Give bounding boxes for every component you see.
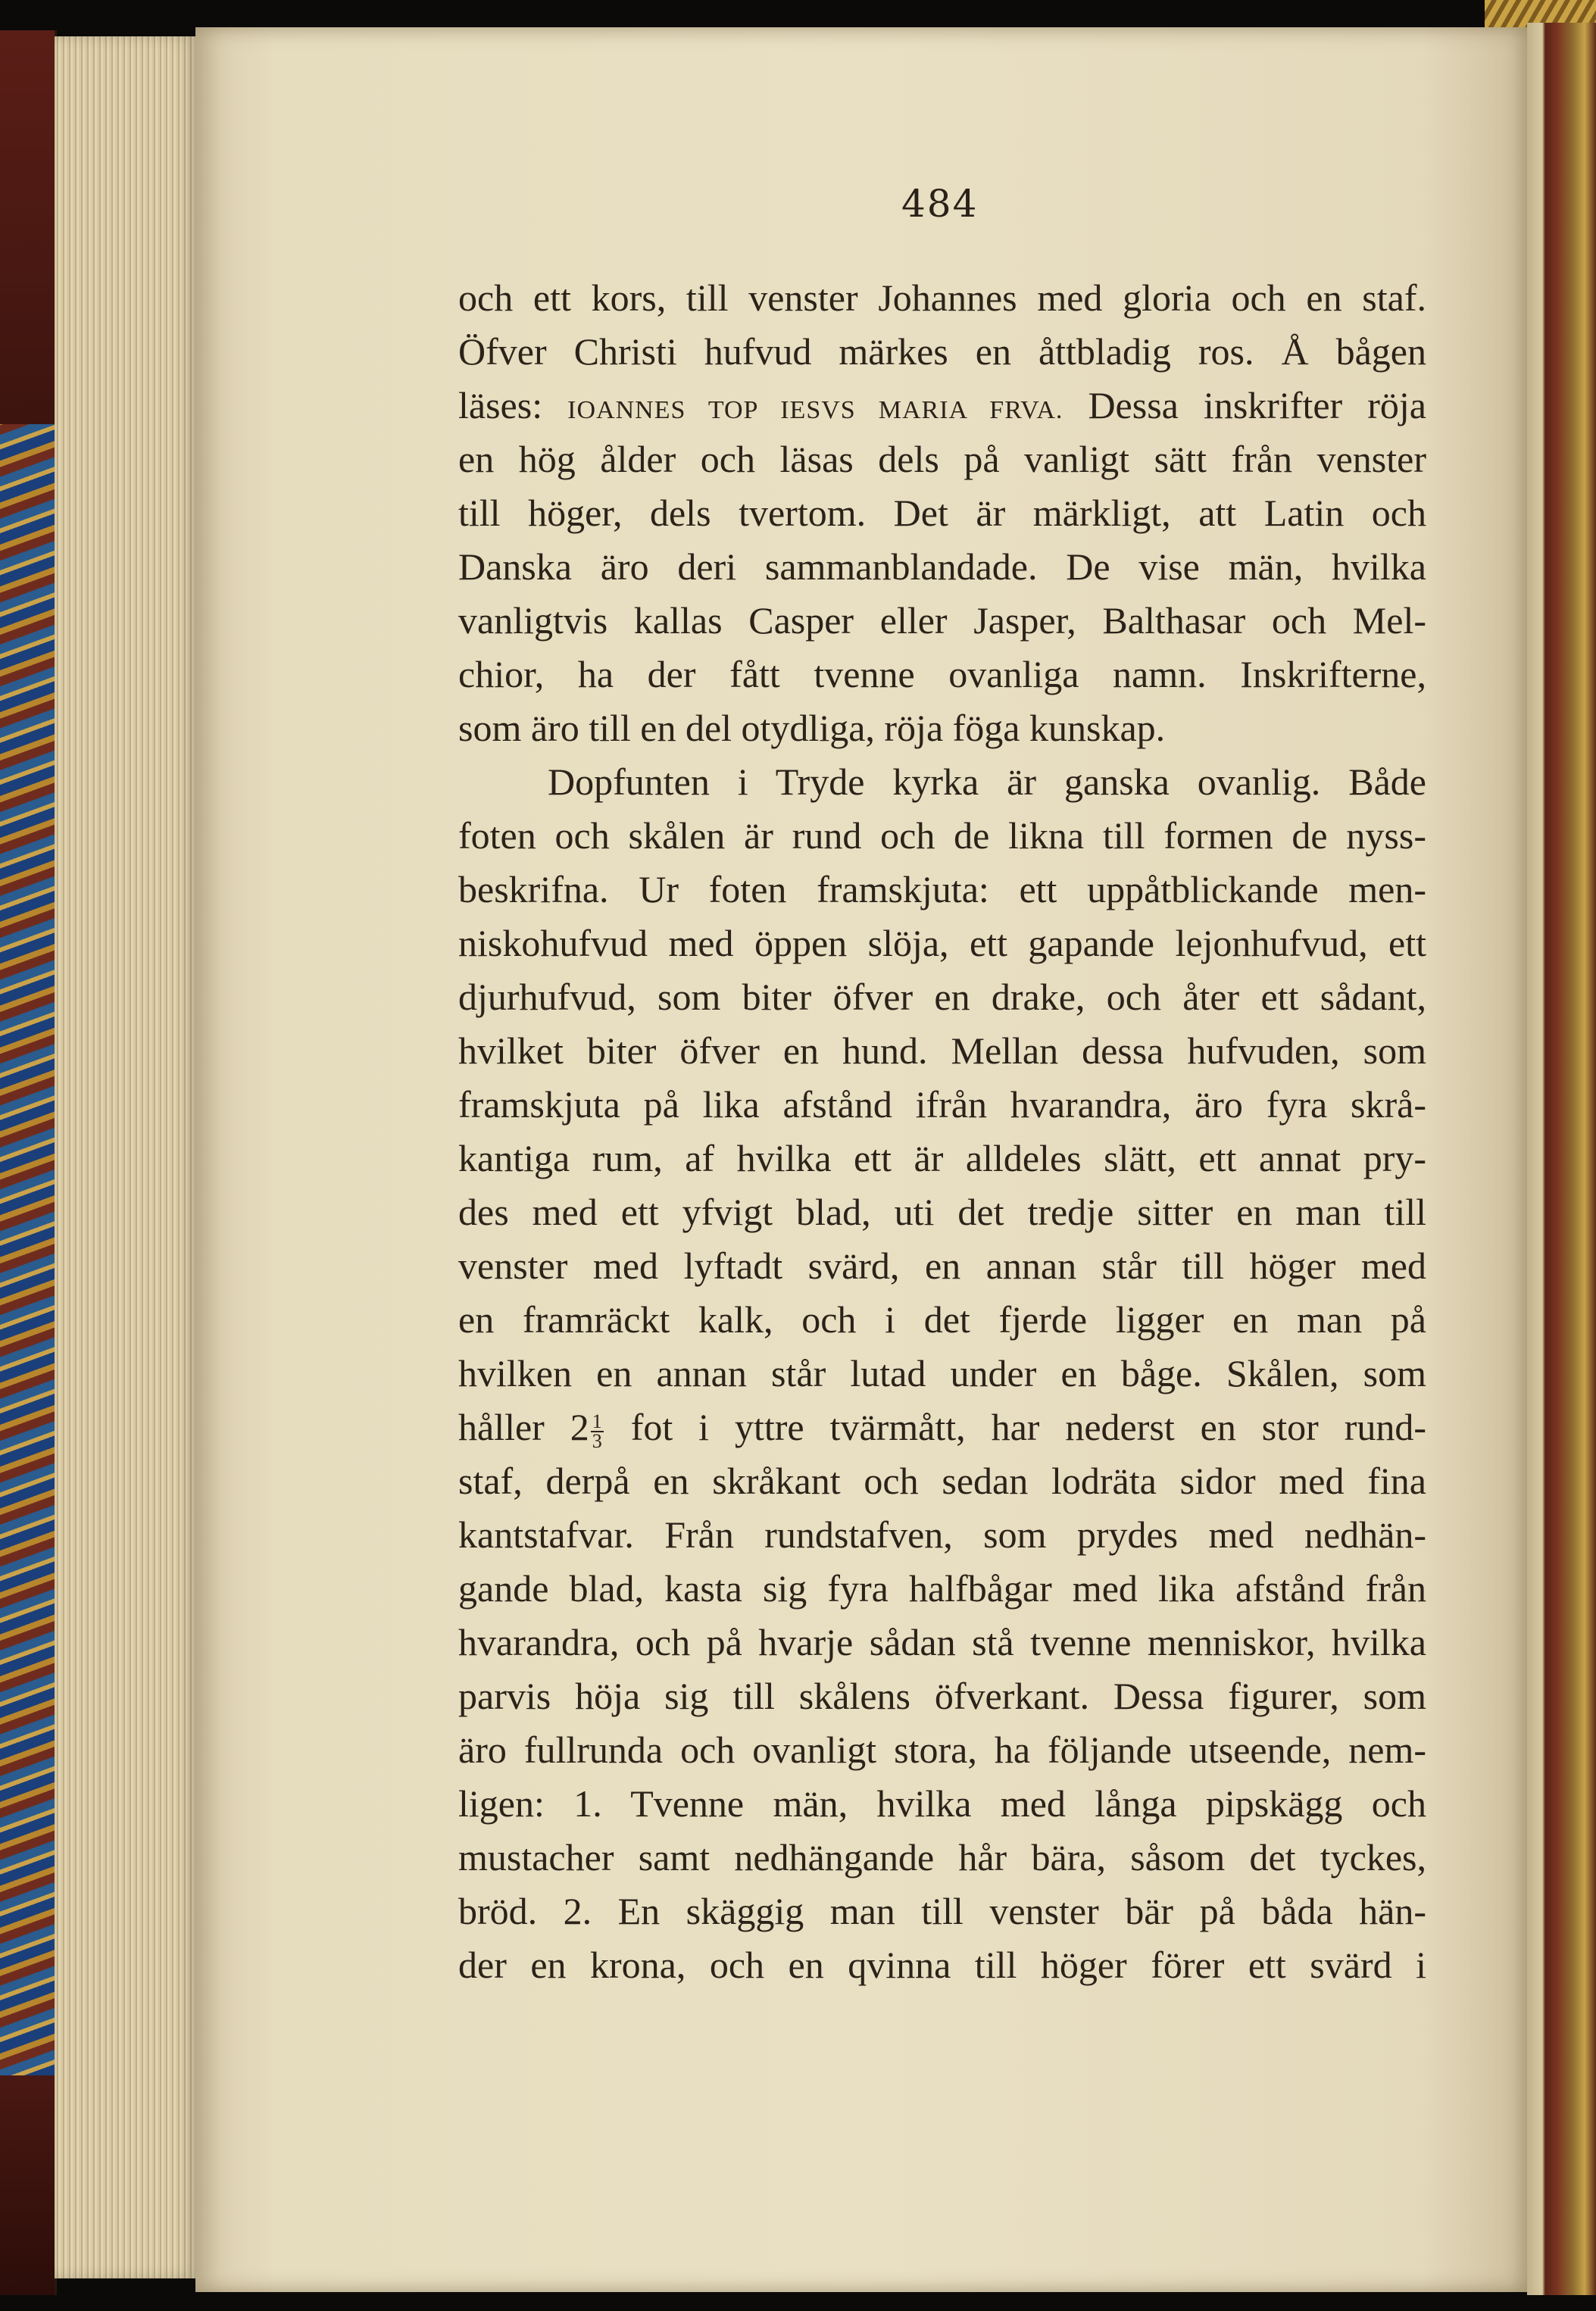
text-line xyxy=(458,379,1426,433)
text-fragment: Dessa inskrifter röja xyxy=(1088,384,1426,426)
text-line: mustacher samt nedhängande hår bära, såsom det tyckes, xyxy=(458,1836,1426,1878)
text-line: som äro till en del otydliga, röja föga kunskap. xyxy=(458,707,1166,749)
page-number: 484 xyxy=(901,182,979,226)
fraction-numerator: 1 xyxy=(592,1410,602,1432)
fraction-denominator: 3 xyxy=(592,1429,602,1452)
text-line: foten och skålen är rund och de likna till formen de nyss- xyxy=(458,814,1426,857)
text-line: kantiga rum, af hvilka ett är alldeles slätt, ett annat pry- xyxy=(458,1137,1426,1179)
text-line: djurhufvud, som biter öfver en drake, och åter ett sådant, xyxy=(458,976,1426,1018)
text-line xyxy=(458,1401,1426,1454)
text-line: venster med lyftadt svärd, en annan står till höger med xyxy=(458,1245,1426,1287)
text-line: kantstafvar. Från rundstafven, som prydes med nedhän- xyxy=(458,1513,1426,1556)
text-line: hvilken en annan står lutad under en båge. Skålen, som xyxy=(458,1352,1426,1394)
text-line: en hög ålder och läsas dels på vanligt sätt från venster xyxy=(458,438,1426,480)
text-line: hvarandra, och på hvarje sådan stå tvenne menniskor, hvilka xyxy=(458,1621,1426,1663)
text-line: staf, derpå en skråkant och sedan lodräta sidor med fina xyxy=(458,1460,1426,1502)
leather-binding-bottom xyxy=(0,2075,55,2295)
body-text xyxy=(458,271,1426,1992)
text-line: niskohufvud med öppen slöja, ett gapande lejonhufvud, ett xyxy=(458,922,1426,964)
inscription-smallcaps: IOANNES TOP IESVS MARIA FRVA. xyxy=(567,396,1063,424)
text-line: beskrifna. Ur foten framskjuta: ett uppåtblickande men- xyxy=(458,868,1426,910)
text-line: vanligtvis kallas Casper eller Jasper, Balthasar och Mel- xyxy=(458,599,1426,642)
right-binding-edge xyxy=(1527,23,1596,2295)
text-line: framskjuta på lika afstånd ifrån hvarandra, äro fyra skrå- xyxy=(458,1083,1426,1126)
text-line: ligen: 1. Tvenne män, hvilka med långa pipskägg och xyxy=(458,1782,1426,1825)
text-line: des med ett yfvigt blad, uti det tredje sitter en man till xyxy=(458,1191,1426,1233)
text-line: parvis höja sig till skålens öfverkant. Dessa figurer, som xyxy=(458,1675,1426,1717)
text-line: chior, ha der fått tvenne ovanliga namn. Inskrifterne, xyxy=(458,653,1426,695)
text-line: hvilket biter öfver en hund. Mellan dessa hufvuden, som xyxy=(458,1029,1426,1072)
text-line: och ett kors, till venster Johannes med gloria och en staf. xyxy=(458,276,1426,319)
fraction xyxy=(591,1410,604,1452)
text-line: till höger, dels tvertom. Det är märkligt, att Latin och xyxy=(458,492,1426,534)
leather-binding-top xyxy=(0,30,55,424)
text-line: bröd. 2. En skäggig man till venster bär på båda hän- xyxy=(458,1890,1426,1932)
text-line: Dopfunten i Tryde kyrka är ganska ovanlig. Både xyxy=(548,760,1426,803)
text-fragment: fot i yttre tvärmått, har nederst en stor rund- xyxy=(630,1406,1427,1448)
text-fragment: läses: xyxy=(458,384,543,426)
text-line: en framräckt kalk, och i det fjerde ligger en man på xyxy=(458,1298,1426,1341)
text-line: der en krona, och en qvinna till höger förer ett svärd i xyxy=(458,1944,1426,1986)
text-fragment: håller xyxy=(458,1406,545,1448)
text-line: gande blad, kasta sig fyra halfbågar med lika afstånd från xyxy=(458,1567,1426,1610)
fraction-whole: 2 xyxy=(570,1406,589,1448)
text-line: Öfver Christi hufvud märkes en åttbladig ros. Å bågen xyxy=(458,330,1426,373)
text-line: äro fullrunda och ovanligt stora, ha följande utseende, nem- xyxy=(458,1729,1426,1771)
text-line: Danska äro deri sammanblandade. De vise män, hvilka xyxy=(458,545,1426,588)
page-edges xyxy=(55,36,198,2278)
